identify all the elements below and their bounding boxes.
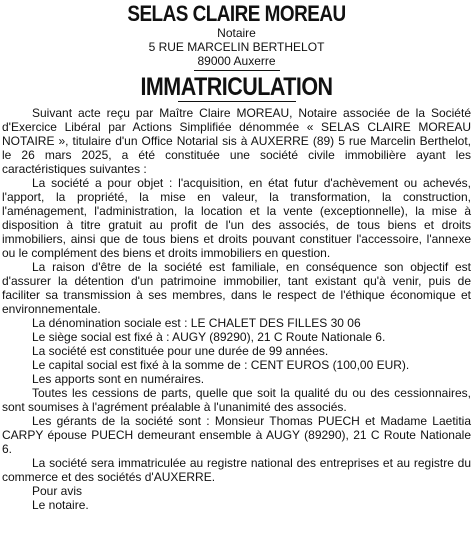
paragraph-deed: Suivant acte reçu par Maître Claire MOREAU, Notaire associée de la Société d'Exercice Libéral par Actions Simplifiée dénommée « SELAS CLAIRE MOREAU NOTAIRE », titulaire d'un Office Notarial sis à AUXERRE (89) 5 rue Marcelin Berthelot, le 26 mars 2025, a été constituée une société civile immobilière ayant les caractéristiques suivantes :: [2, 106, 471, 176]
paragraph-contributions: Les apports sont en numéraires.: [32, 372, 205, 386]
notice-title: IMMATRICULATION: [140, 73, 333, 101]
paragraph-share-transfers: Toutes les cessions de parts, quelle que soit la qualité du ou des cessionnaires, sont soumises à l'agrément préalable à l'unanimité des associés.: [2, 386, 471, 414]
office-city: 89000 Auxerre: [197, 54, 276, 68]
paragraph-purpose: La société a pour objet : l'acquisition, en état futur d'achèvement ou achevés, l'apport, la propriété, la mise en valeur, la transformation, la construction, l'aménagement, l'administration, la location et la vente (exceptionnelle), la mise à disposition à titre gratuit au profit de l'un des associés, de tous biens et droits immobiliers, ainsi que de tous biens et droits pouvant constituer l'accessoire, l'annexe ou le complément des biens et droits immobiliers en question.: [2, 176, 471, 260]
paragraph-managers: Les gérants de la société sont : Monsieur Thomas PUECH et Madame Laetitia CARPY épouse PUECH demeurant ensemble à AUGY (89290), 21 C Route Nationale 6.: [2, 414, 471, 456]
paragraph-registration: La société sera immatriculée au registre national des entreprises et au registre du commerce et des sociétés d'AUXERRE.: [2, 456, 471, 484]
paragraph-raison-detre: La raison d'être de la société est familiale, en conséquence son objectif est d'assurer la détention d'un patrimoine immobilier, tant existant qu'à venir, puis de faciliter sa transmission à ses membres, dans le respect de l'éthique économique et environnementale.: [2, 260, 471, 316]
paragraph-capital: Le capital social est fixé à la somme de : CENT EUROS (100,00 EUR).: [32, 358, 410, 372]
paragraph-name: La dénomination sociale est : LE CHALET DES FILLES 30 06: [32, 316, 361, 330]
office-name: SELAS CLAIRE MOREAU: [127, 1, 346, 26]
closing: Pour avis: [32, 484, 83, 498]
paragraph-seat: Le siège social est fixé à : AUGY (89290), 21 C Route Nationale 6.: [32, 330, 386, 344]
header-divider: [194, 70, 280, 71]
paragraph-duration: La société est constituée pour une durée de 99 années.: [32, 344, 329, 358]
office-role: Notaire: [217, 26, 256, 40]
notice-body: [2, 106, 471, 484]
title-divider: [178, 101, 296, 102]
signature: Le notaire.: [32, 498, 89, 512]
office-street: 5 RUE MARCELIN BERTHELOT: [148, 40, 325, 54]
